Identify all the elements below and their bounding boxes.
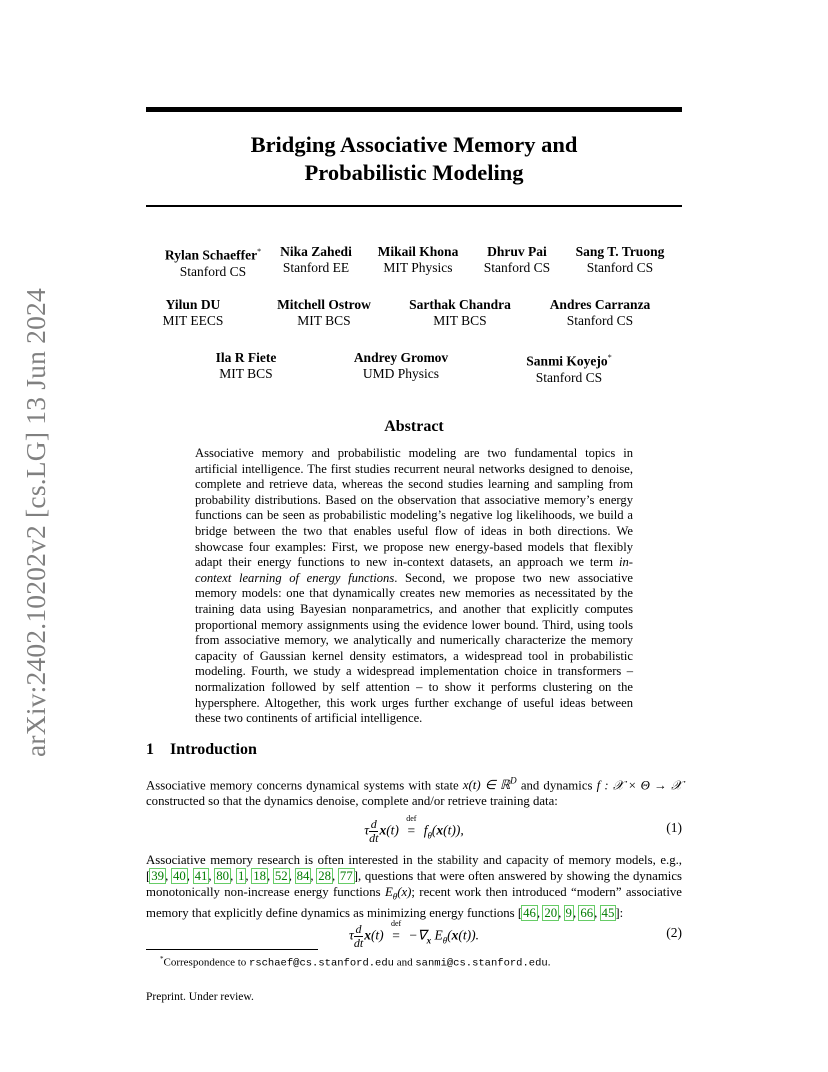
email-link[interactable]: rschaef@cs.stanford.edu bbox=[249, 957, 394, 970]
author-affiliation: Stanford CS bbox=[566, 313, 634, 328]
author-affiliation: Stanford CS bbox=[535, 369, 603, 385]
author-affiliation: MIT EECS bbox=[162, 313, 224, 328]
author-name: Dhruv Pai bbox=[487, 244, 547, 259]
author-affiliation: UMD Physics bbox=[362, 366, 440, 381]
title-line-2: Probabilistic Modeling bbox=[304, 160, 524, 185]
author-name: Andrey Gromov bbox=[353, 350, 449, 365]
citation-link[interactable]: 41 bbox=[194, 869, 208, 883]
author-block bbox=[321, 350, 481, 382]
author-name: Mikail Khona bbox=[377, 244, 459, 259]
email-link[interactable]: sanmi@cs.stanford.edu bbox=[415, 957, 548, 970]
abstract-body bbox=[195, 446, 633, 727]
citation-list-2: 46, 20, 9, 66, 45 bbox=[523, 905, 615, 920]
abstract-heading: Abstract bbox=[384, 418, 444, 435]
author-affiliation: MIT BCS bbox=[297, 313, 351, 328]
citation-link[interactable]: 40 bbox=[172, 869, 186, 883]
footnote-text: and bbox=[393, 956, 416, 969]
author-affiliation: Stanford EE bbox=[282, 260, 350, 275]
citation-link[interactable]: 18 bbox=[253, 869, 267, 883]
author-affiliation: Stanford CS bbox=[483, 260, 551, 275]
section-heading bbox=[146, 741, 257, 759]
author-block bbox=[520, 297, 680, 329]
title-bottom-rule bbox=[146, 205, 682, 207]
footnote-text: Correspondence to bbox=[163, 956, 250, 969]
title-top-rule bbox=[146, 107, 682, 112]
citation-link[interactable]: 46 bbox=[523, 905, 536, 920]
equation-2 bbox=[146, 915, 682, 949]
author-block bbox=[380, 297, 540, 329]
equation-1 bbox=[146, 810, 682, 844]
author-affiliation: Stanford CS bbox=[179, 263, 247, 279]
section-title: Introduction bbox=[170, 741, 257, 758]
paragraph-text: Associative memory research is often interested in the stability and capacity of memory models, e.g., bbox=[146, 853, 682, 867]
citation-link[interactable]: 39 bbox=[151, 869, 165, 883]
citation-link[interactable]: 52 bbox=[274, 869, 288, 883]
author-mark: * bbox=[607, 353, 612, 362]
paper-title bbox=[146, 131, 682, 187]
author-name: Sang T. Truong bbox=[575, 244, 665, 259]
author-name: Andres Carranza bbox=[549, 297, 651, 312]
author-name: Mitchell Ostrow bbox=[277, 297, 371, 312]
citation-link[interactable]: 80 bbox=[216, 869, 230, 883]
citation-link[interactable]: 45 bbox=[601, 905, 615, 920]
author-name: Nika Zahedi bbox=[280, 244, 352, 259]
citation-link[interactable]: 9 bbox=[565, 905, 572, 920]
footnote-rule bbox=[146, 949, 318, 950]
arxiv-identifier-stamp: arXiv:2402.10202v2 [cs.LG] 13 Jun 2024 bbox=[20, 288, 51, 757]
author-name: Rylan Schaeffer bbox=[164, 247, 258, 263]
dynamics-math: f : 𝒳 × Θ → bbox=[596, 778, 667, 793]
abstract-text-part-2: . Second, we propose two new associative memory models: one that dynamically creates new memories as necessitated by the training data using Bayesian nonparametrics, and another that explicitly computes proportional memory assignments using the evidence lower bound. Third, using tools from associative memory, we analytically and numerically characterize the memory capacity of Gaussian kernel density estimators, a widespread tool in probabilistic modeling. Fourth, we study a widespread implementation choice in transformers – normalization followed by self attention – to show it performs clustering on the hypersphere. Altogether, this work urges further exchange of useful ideas between these two continents of artificial intelligence. bbox=[195, 570, 633, 726]
equation-number: (2) bbox=[666, 925, 682, 940]
section-number: 1 bbox=[146, 741, 154, 758]
equation-2-body: τ $\frac{d}{dt}$ x(t) def = $-\nabla_x$ $E_\theta(x(t))$. bbox=[349, 918, 479, 950]
intro-paragraph-1 bbox=[146, 773, 682, 809]
abstract-emphasis: in-context learning of energy functions bbox=[195, 555, 633, 585]
title-line-1: Bridging Associative Memory and bbox=[250, 132, 578, 157]
author-name: Sarthak Chandra bbox=[409, 297, 511, 312]
space-symbol: 𝒳 bbox=[670, 778, 682, 793]
author-name: Yilun DU bbox=[165, 297, 221, 312]
author-affiliation: Stanford CS bbox=[586, 260, 654, 275]
energy-argument: (x) bbox=[397, 885, 412, 899]
energy-math bbox=[384, 885, 412, 902]
author-mark: * bbox=[257, 247, 262, 256]
author-name: Sanmi Koyejo bbox=[526, 353, 608, 369]
paragraph-text: Associative memory concerns dynamical systems with state bbox=[146, 778, 463, 793]
state-math bbox=[463, 778, 517, 792]
citation-link[interactable]: 20 bbox=[544, 905, 558, 920]
energy-subscript: θ bbox=[392, 891, 398, 902]
intro-paragraph-2: Associative memory research is often interested in the stability and capacity of memory models, e.g., [39, 40, 41, 80, 1, 18, 52, 84, 28, 77], questions that were often answered by showing the dynamics monotonically non-increase energy functions $E_\theta(x)$; recent work then introduced “modern” associative memory that explicitly define dynamics as minimizing energy functions [46, 20, 9, 66, 45]: bbox=[146, 853, 683, 920]
state-expression: x(t) ∈ ℝ bbox=[462, 778, 511, 793]
author-affiliation: MIT BCS bbox=[219, 366, 273, 381]
citation-list-1: 39, 40, 41, 80, 1, 18, 52, 84, 28, 77 bbox=[151, 869, 353, 883]
footnote-text: . bbox=[547, 956, 551, 969]
author-affiliation: MIT Physics bbox=[383, 260, 453, 275]
footnote-mark: * bbox=[160, 955, 164, 963]
citation-link[interactable]: 77 bbox=[339, 869, 353, 883]
paragraph-text: and dynamics bbox=[516, 778, 597, 793]
paragraph-text: ; recent work then introduced “modern” associative memory that explicitly define dynamics as minimizing energy functions bbox=[146, 885, 682, 920]
author-block bbox=[489, 350, 649, 386]
energy-symbol: E bbox=[384, 885, 393, 899]
dimension-superscript: D bbox=[510, 776, 517, 786]
citation-link[interactable]: 28 bbox=[318, 869, 332, 883]
author-block bbox=[540, 244, 700, 276]
equation-1-body: τ $\frac{d}{dt}$ x(t) def = $f_\theta(x(t))$, bbox=[364, 813, 464, 845]
paragraph-text: , questions that were often answered by showing the dynamics monotonically non-increase energy functions bbox=[146, 869, 683, 899]
author-block bbox=[166, 350, 326, 382]
abstract-text-part-1: Associative memory and probabilistic modeling are two fundamental topics in artificial intelligence. The first studies recurrent neural networks designed to denoise, complete and retrieve data, whereas the second studies learning and sampling from probability distributions. Based on the observation that associative memory’s energy functions can be seen as probabilistic modeling’s negative log likelihoods, we build a bridge between the two that enables useful flow of ideas in both directions. We showcase four examples: First, we propose new energy-based models that flexibly adapt their energy functions to new in-context datasets, an approach we term bbox=[195, 446, 633, 570]
footnote bbox=[160, 955, 550, 970]
equation-number: (1) bbox=[666, 820, 682, 835]
citation-link[interactable]: 1 bbox=[237, 869, 245, 883]
author-affiliation: MIT BCS bbox=[433, 313, 487, 328]
author-name: Ila R Fiete bbox=[215, 350, 277, 365]
paragraph-text: constructed so that the dynamics denoise, complete and/or retrieve training data: bbox=[146, 794, 558, 809]
preprint-note: Preprint. Under review. bbox=[146, 991, 254, 1003]
paragraph-text: : bbox=[619, 905, 624, 920]
citation-link[interactable]: 66 bbox=[580, 905, 594, 920]
citation-link[interactable]: 84 bbox=[296, 869, 310, 883]
